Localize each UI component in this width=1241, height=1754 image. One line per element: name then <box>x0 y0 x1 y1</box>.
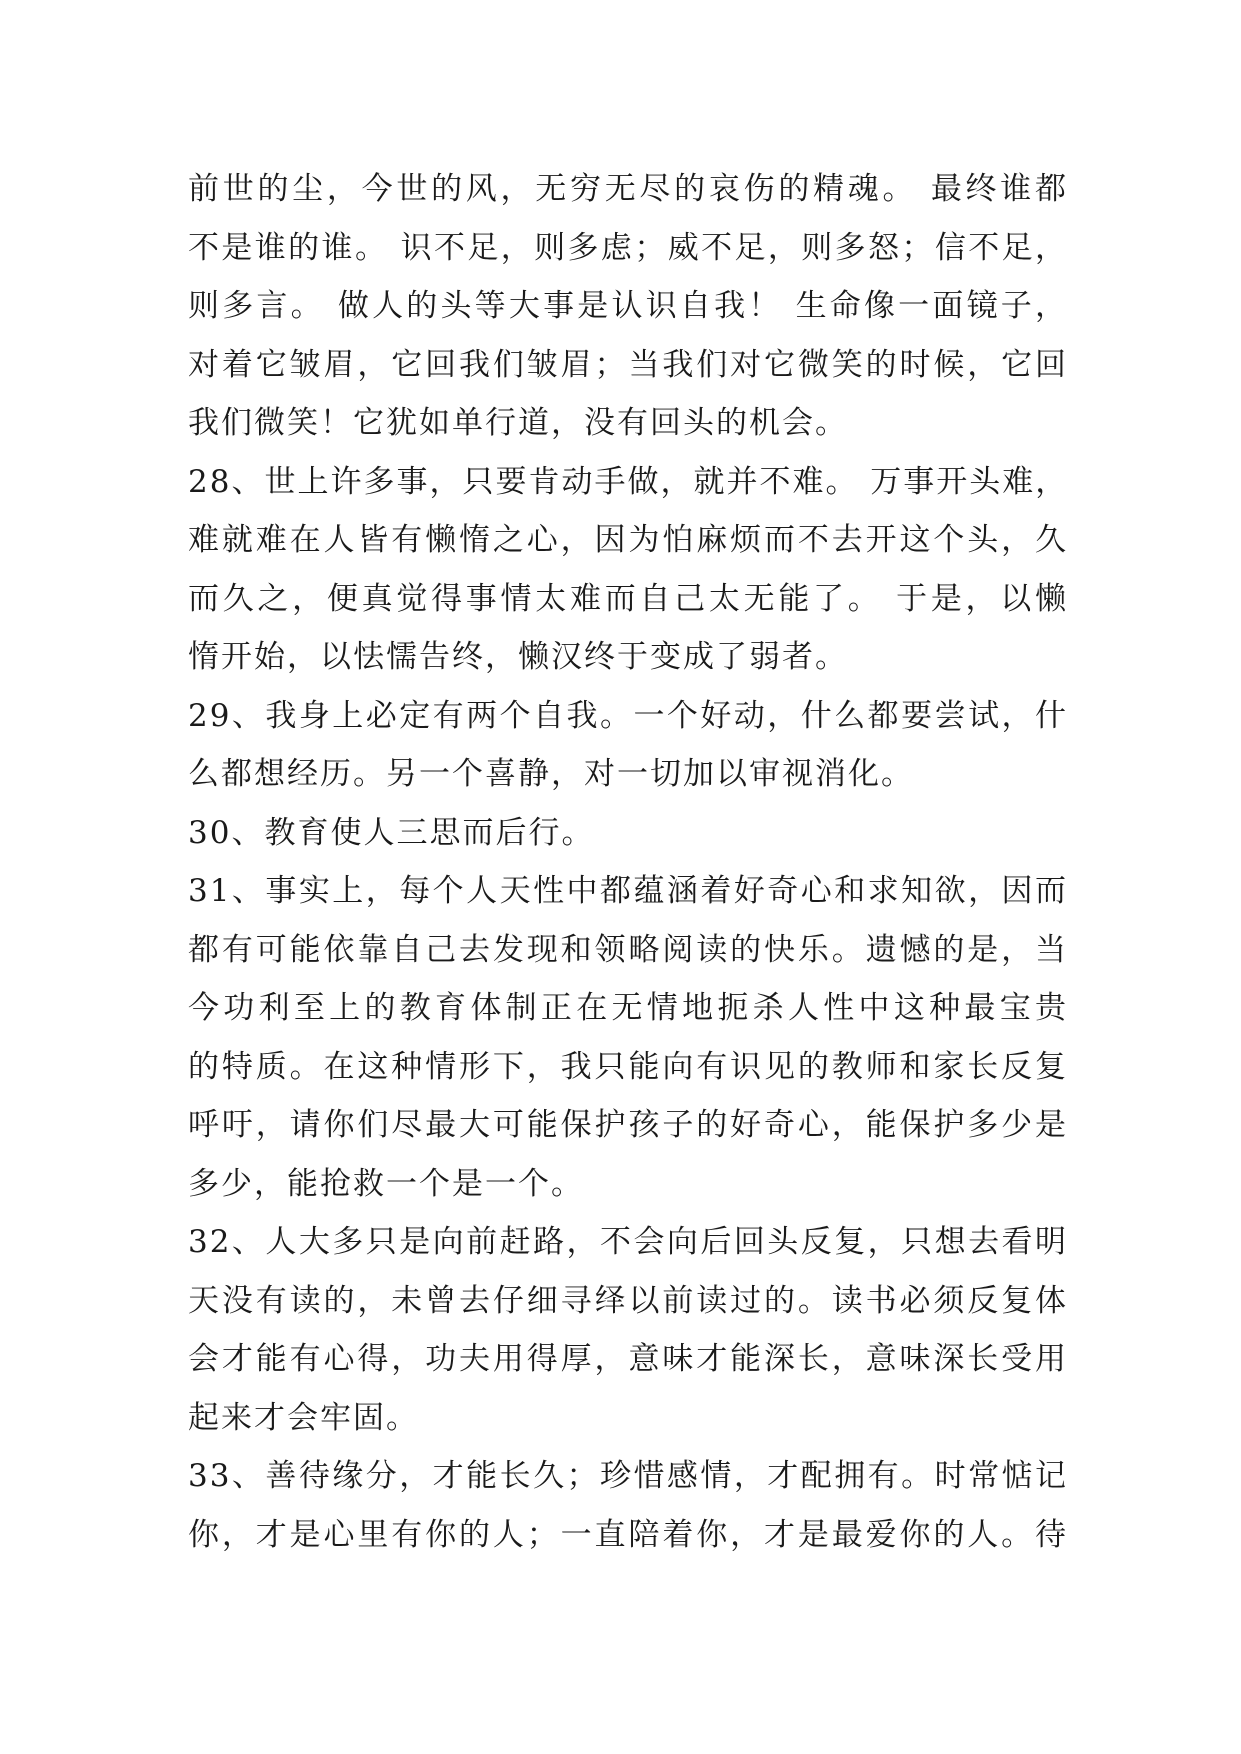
document-body <box>188 160 1068 1564</box>
text-line: 呼吁，请你们尽最大可能保护孩子的好奇心，能保护多少是 <box>188 1107 1068 1143</box>
text-line: 对着它皱眉，它回我们皱眉；当我们对它微笑的时候，它回 <box>188 346 1068 383</box>
text-line: 不是谁的谁。 识不足，则多虑；威不足，则多怒；信不足， <box>188 229 1068 266</box>
text-line: 都有可能依靠自己去发现和领略阅读的快乐。遗憾的是，当 <box>188 931 1068 968</box>
paragraph <box>188 453 1068 687</box>
paragraph <box>188 1447 1068 1564</box>
text-line: 前世的尘，今世的风，无穷无尽的哀伤的精魂。 最终谁都 <box>188 171 1068 207</box>
text-line: 则多言。 做人的头等大事是认识自我！ 生命像一面镜子， <box>188 288 1068 324</box>
text-line: 29、我身上必定有两个自我。一个好动，什么都要尝试，什 <box>188 697 1068 734</box>
text-line: 32、人大多只是向前赶路，不会向后回头反复，只想去看明 <box>188 1224 1068 1260</box>
text-line: 起来才会牢固。 <box>188 1399 419 1436</box>
paragraph <box>188 1213 1068 1447</box>
text-line: 会才能有心得，功夫用得厚，意味才能深长，意味深长受用 <box>188 1341 1068 1377</box>
paragraph <box>188 160 1068 453</box>
text-line: 天没有读的，未曾去仔细寻绎以前读过的。读书必须反复体 <box>188 1282 1068 1319</box>
text-line: 么都想经历。另一个喜静，对一切加以审视消化。 <box>188 756 914 792</box>
text-line: 33、善待缘分，才能长久；珍惜感情，才配拥有。时常惦记 <box>188 1458 1068 1494</box>
text-line: 28、世上许多事，只要肯动手做，就并不难。 万事开头难， <box>188 463 1069 500</box>
text-line: 你，才是心里有你的人；一直陪着你，才是最爱你的人。待 <box>188 1516 1068 1553</box>
text-line: 我们微笑！它犹如单行道，没有回头的机会。 <box>188 405 848 441</box>
text-line: 多少，能抢救一个是一个。 <box>188 1165 584 1202</box>
text-line: 31、事实上，每个人天性中都蕴涵着好奇心和求知欲，因而 <box>188 873 1068 909</box>
text-line: 30、教育使人三思而后行。 <box>188 814 595 851</box>
paragraph <box>188 804 1068 863</box>
paragraph <box>188 862 1068 1213</box>
paragraph <box>188 687 1068 804</box>
text-line: 而久之，便真觉得事情太难而自己太无能了。 于是，以懒 <box>188 580 1068 617</box>
text-line: 难就难在人皆有懒惰之心，因为怕麻烦而不去开这个头，久 <box>188 522 1068 558</box>
text-line: 的特质。在这种情形下，我只能向有识见的教师和家长反复 <box>188 1048 1068 1085</box>
text-line: 今功利至上的教育体制正在无情地扼杀人性中这种最宝贵 <box>188 990 1068 1026</box>
text-line: 惰开始，以怯懦告终，懒汉终于变成了弱者。 <box>188 639 848 675</box>
